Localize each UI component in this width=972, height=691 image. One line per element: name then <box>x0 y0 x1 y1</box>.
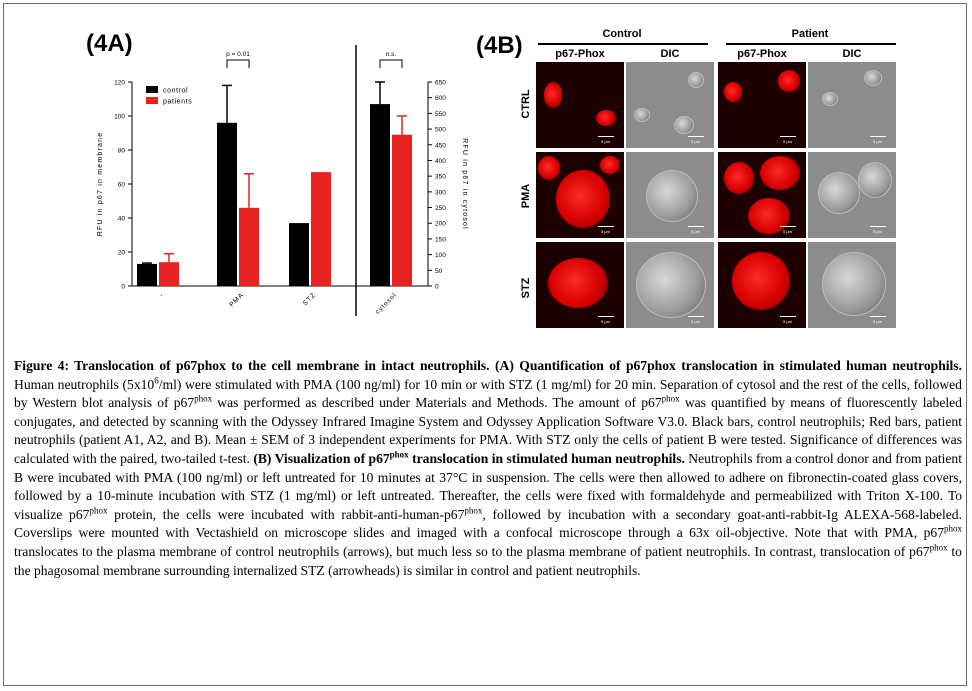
col-head-control-p67: p67-Phox <box>555 48 605 60</box>
bar-patients-3 <box>392 135 412 286</box>
right-tick-label: 350 <box>435 173 446 181</box>
figure-caption <box>14 357 962 580</box>
caption-sup: 6 <box>154 375 159 386</box>
scale-bar <box>598 136 614 137</box>
scale-bar-label: 5 μm <box>783 319 792 324</box>
micrograph-tile-r0-c1 <box>626 62 714 148</box>
micrograph-tile-r2-c3 <box>808 242 896 328</box>
caption-a-text: /ml) were stimulated with PMA (100 ng/ml) for 10 min or with STZ (1 mg/ml) for 20 min. Separation of cytosol and the rest of the cells, followed by Western blot analysis of p67 <box>14 376 962 411</box>
scale-bar-label: 5 μm <box>691 139 700 144</box>
right-axis-title: RFU in p67 in cytosol <box>461 138 468 230</box>
left-axis-title: RFU in p67 in membrane <box>97 131 104 237</box>
scale-bar <box>688 316 704 317</box>
legend-swatch-patients <box>146 97 158 104</box>
caption-a-text: was performed as described under Materials and Methods. The amount of p67 <box>212 395 662 411</box>
right-tick-label: 450 <box>435 142 446 150</box>
right-tick-label: 600 <box>435 95 446 103</box>
right-tick-label: 50 <box>435 267 443 275</box>
neutrophil-cell <box>600 156 620 174</box>
neutrophil-cell <box>760 156 800 190</box>
group-head-patient: Patient <box>791 28 829 40</box>
x-tick-label: - <box>158 291 166 299</box>
caption-a-text: was quantified by means of fluorescently labeled conjugates, and detected by scanning with the Odyssey Infrared Imagine System and Odyssey Application Software V3.0. Black bars, control neutrophils; Red bars, patient neutrophils (patient A1, A2, and B). Mean ± SEM of 3 independent experiments for PMA. With STZ only the cells of patient B were tested. Significance of differences was calculated with the paired, two-tailed t-test. <box>14 395 962 466</box>
right-tick-label: 0 <box>435 283 439 291</box>
caption-b-text: , followed by incubation with a secondary goat-anti-rabbit-Ig ALEXA-568-labeled. Coverslips were mounted with Vectashield on microscope slides and imaged with a confocal microscope through a 63x oil-objective. Note that with PMA, p67 <box>14 506 962 541</box>
significance-bracket <box>380 60 402 68</box>
scale-bar-label: 5 μm <box>873 319 882 324</box>
neutrophil-cell <box>674 116 694 134</box>
right-tick-label: 250 <box>435 205 446 213</box>
micrograph-tile-r1-c2 <box>718 152 806 238</box>
left-tick-label: 120 <box>114 79 125 87</box>
scale-bar-label: 5 μm <box>691 319 700 324</box>
significance-label: p = 0.01 <box>226 51 250 58</box>
scale-bar <box>688 136 704 137</box>
scale-bar-label: 5 μm <box>873 229 882 234</box>
scale-bar <box>870 226 886 227</box>
bar-control-2 <box>289 223 309 286</box>
scale-bar <box>598 316 614 317</box>
scale-bar <box>688 226 704 227</box>
panel-b-label: (4B) <box>476 32 523 59</box>
col-head-patient-dic: DIC <box>842 48 862 60</box>
caption-b-text: protein, the cells were incubated with rabbit-anti-human-p67 <box>107 506 465 522</box>
significance-bracket <box>227 60 249 68</box>
left-tick-label: 40 <box>117 215 125 223</box>
panel-a-label: (4A) <box>86 30 133 57</box>
legend-label-control: control <box>163 87 189 95</box>
scale-bar <box>598 226 614 227</box>
neutrophil-cell <box>548 258 608 308</box>
group-head-control: Control <box>602 28 642 40</box>
bar-control-1 <box>217 123 237 286</box>
right-tick-label: 500 <box>435 126 446 134</box>
neutrophil-cell <box>732 252 790 310</box>
neutrophil-cell <box>778 70 800 92</box>
caption-b-text: translocates to the plasma membrane of control neutrophils (arrows), but much less so to the plasma membrane of patient neutrophils. In contrast, translocation of p67 <box>14 543 930 559</box>
scale-bar-label: 5 μm <box>873 139 882 144</box>
neutrophil-cell <box>538 156 560 180</box>
left-tick-label: 60 <box>117 181 125 189</box>
neutrophil-cell <box>556 170 610 228</box>
legend-label-patients: patients <box>163 98 193 106</box>
caption-sup: phox <box>661 393 680 404</box>
x-tick-label: cytosol <box>374 291 399 316</box>
row-label-stz: STZ <box>520 277 532 299</box>
right-tick-label: 300 <box>435 189 446 197</box>
x-tick-label: PMA <box>228 291 246 309</box>
right-tick-label: 550 <box>435 110 446 118</box>
scale-bar-label: 5 μm <box>783 139 792 144</box>
right-tick-label: 400 <box>435 157 446 165</box>
scale-bar-label: 5 μm <box>691 229 700 234</box>
neutrophil-cell <box>596 110 616 126</box>
micrograph-tile-r2-c0 <box>536 242 624 328</box>
neutrophil-cell <box>634 108 650 122</box>
scale-bar-label: 5 μm <box>601 139 610 144</box>
bar-control-3 <box>370 104 390 286</box>
bar-patients-1 <box>239 208 259 286</box>
caption-sup: phox <box>929 542 948 553</box>
caption-sup: phox <box>194 393 213 404</box>
group-rule-control <box>538 43 708 45</box>
caption-b-text: Neutrophils from a control donor and from patient B were incubated with PMA (100 ng/ml) or left untreated for 10 minutes at 37°C in suspension. The cells were then allowed to adhere on fibronectin-coated glass covers, followed by a 10-minute incubation with STZ (1 mg/ml) or left untreated. Thereafter, the cells were fixed with formaldehyde and permeabilized with Triton X-100. To visualize p67 <box>14 450 963 522</box>
left-tick-label: 20 <box>117 249 125 257</box>
right-tick-label: 650 <box>435 79 446 87</box>
significance-label: n.s. <box>385 51 397 58</box>
left-tick-label: 0 <box>121 283 125 291</box>
neutrophil-cell <box>544 82 562 108</box>
caption-sup: phox <box>389 449 409 460</box>
micrograph-tile-r2-c2 <box>718 242 806 328</box>
scale-bar <box>780 226 796 227</box>
caption-sup: phox <box>89 505 108 516</box>
bar-chart <box>60 30 480 350</box>
neutrophil-cell <box>636 252 706 318</box>
neutrophil-cell <box>724 82 742 102</box>
micrograph-tile-r1-c1 <box>626 152 714 238</box>
bar-patients-2 <box>311 172 331 286</box>
caption-a-text: Human neutrophils (5x10 <box>14 376 155 392</box>
neutrophil-cell <box>864 70 882 86</box>
neutrophil-cell <box>858 162 892 198</box>
scale-bar-label: 5 μm <box>601 319 610 324</box>
bar-patients-0 <box>159 262 179 286</box>
caption-sup: phox <box>944 523 962 534</box>
scale-bar-label: 5 μm <box>783 229 792 234</box>
caption-figure-title: Figure 4: Translocation of p67phox to the cell membrane in intact neutrophils. <box>14 358 490 373</box>
legend-swatch-control <box>146 86 158 93</box>
caption-b-heading <box>253 451 685 466</box>
col-head-control-dic: DIC <box>660 48 680 60</box>
x-tick-label: STZ <box>301 291 318 308</box>
scale-bar-label: 5 μm <box>601 229 610 234</box>
right-tick-label: 150 <box>435 236 446 244</box>
caption-b-heading-part: (B) Visualization of p67 <box>253 450 390 466</box>
bar-control-0 <box>137 264 157 286</box>
left-tick-label: 100 <box>114 113 125 121</box>
row-label-ctrl: CTRL <box>520 89 532 119</box>
right-tick-label: 200 <box>435 220 446 228</box>
row-label-pma: PMA <box>520 183 532 209</box>
scale-bar <box>780 316 796 317</box>
caption-b-text: to the phagosomal membrane surrounding internalized STZ (arrowheads) is similar in control and patient neutrophils. <box>14 543 962 578</box>
micrograph-tile-r1-c0 <box>536 152 624 238</box>
scale-bar <box>870 316 886 317</box>
neutrophil-cell <box>646 170 698 222</box>
right-tick-label: 100 <box>435 252 446 260</box>
micrograph-tile-r0-c0 <box>536 62 624 148</box>
scale-bar <box>870 136 886 137</box>
micrograph-panel <box>520 28 910 338</box>
caption-a-heading: (A) Quantification of p67phox translocation in stimulated human neutrophils. <box>494 358 962 373</box>
group-rule-patient <box>726 43 896 45</box>
micrograph-tile-r0-c2 <box>718 62 806 148</box>
col-head-patient-p67: p67-Phox <box>737 48 787 60</box>
neutrophil-cell <box>822 92 838 106</box>
neutrophil-cell <box>822 252 886 316</box>
caption-b-heading-part: translocation in stimulated human neutrophils. <box>408 450 685 466</box>
left-tick-label: 80 <box>117 147 125 155</box>
neutrophil-cell <box>724 162 754 194</box>
micrograph-tile-r0-c3 <box>808 62 896 148</box>
caption-sup: phox <box>464 505 483 516</box>
micrograph-tile-r1-c3 <box>808 152 896 238</box>
neutrophil-cell <box>688 72 704 88</box>
micrograph-tile-r2-c1 <box>626 242 714 328</box>
scale-bar <box>780 136 796 137</box>
neutrophil-cell <box>818 172 860 214</box>
